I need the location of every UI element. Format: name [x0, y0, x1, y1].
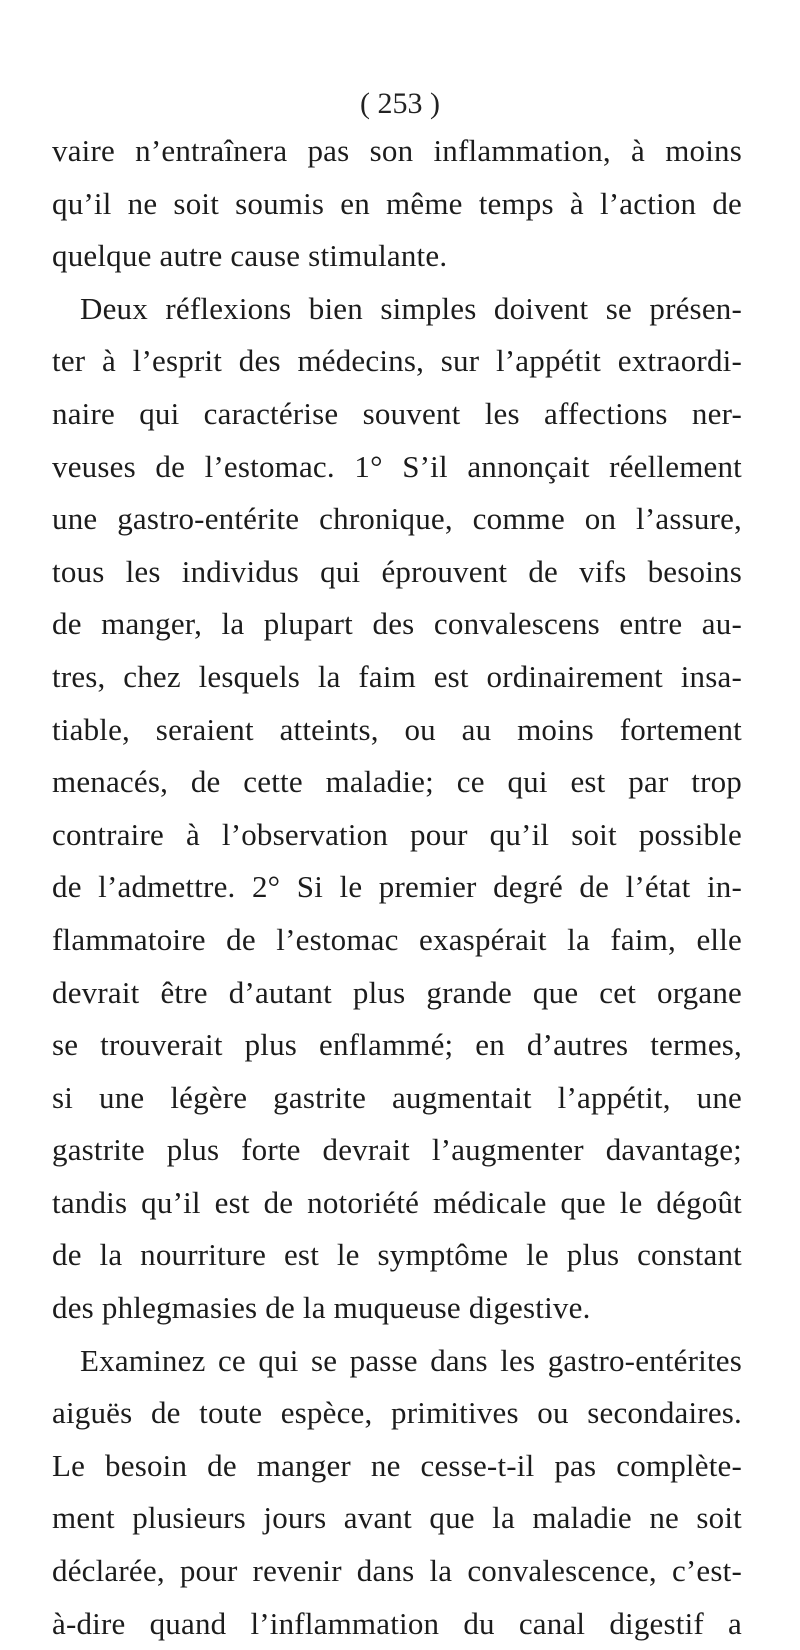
- text-line: des phlegmasies de la muqueuse digestive.: [52, 1290, 591, 1326]
- text-line: tres, chez lesquels la faim est ordinairement insa-: [52, 658, 742, 694]
- text-line: déclarée, pour revenir dans la convalescence, c’est-: [52, 1553, 742, 1589]
- text-line: vaire n’entraînera pas son inflammation, à moins: [52, 133, 742, 168]
- text-line: ter à l’esprit des médecins, sur l’appétit extraordi-: [52, 343, 742, 379]
- text-line: de manger, la plupart des convalescens entre au-: [52, 606, 742, 642]
- text-line: contraire à l’observation pour qu’il soit possible: [52, 816, 742, 852]
- text-line: se trouverait plus enflammé; en d’autres termes,: [52, 1027, 742, 1063]
- text-line: tiable, seraient atteints, ou au moins fortement: [52, 711, 742, 747]
- body-text: [52, 125, 742, 1650]
- text-line: Deux réflexions bien simples doivent se présen-: [80, 290, 742, 326]
- text-line: ment plusieurs jours avant que la maladie ne soit: [52, 1500, 742, 1536]
- text-line: de l’admettre. 2° Si le premier degré de l’état in-: [52, 869, 742, 905]
- text-line: Le besoin de manger ne cesse-t-il pas complète-: [52, 1447, 742, 1483]
- text-line: une gastro-entérite chronique, comme on l’assure,: [52, 501, 742, 537]
- text-line: qu’il ne soit soumis en même temps à l’action de: [52, 185, 742, 221]
- text-line: veuses de l’estomac. 1° S’il annonçait réellement: [52, 448, 742, 484]
- text-line: Examinez ce qui se passe dans les gastro-entérites: [80, 1342, 742, 1378]
- text-line: aiguës de toute espèce, primitives ou secondaires.: [52, 1395, 742, 1431]
- text-line: menacés, de cette maladie; ce qui est par trop: [52, 764, 742, 800]
- text-line: gastrite plus forte devrait l’augmenter davantage;: [52, 1132, 742, 1168]
- text-line: à-dire quand l’inflammation du canal digestif a: [52, 1605, 742, 1641]
- text-line: devrait être d’autant plus grande que cet organe: [52, 974, 742, 1010]
- text-line: de la nourriture est le symptôme le plus constant: [52, 1237, 742, 1273]
- text-line: naire qui caractérise souvent les affections ner-: [52, 395, 742, 431]
- page-number: ( 253 ): [360, 87, 440, 120]
- text-line: tous les individus qui éprouvent de vifs besoins: [52, 553, 742, 589]
- text-line: flammatoire de l’estomac exaspérait la faim, elle: [52, 921, 742, 957]
- text-line: quelque autre cause stimulante.: [52, 238, 448, 274]
- text-line: tandis qu’il est de notoriété médicale que le dégoût: [52, 1184, 742, 1220]
- text-line: si une légère gastrite augmentait l’appétit, une: [52, 1079, 742, 1115]
